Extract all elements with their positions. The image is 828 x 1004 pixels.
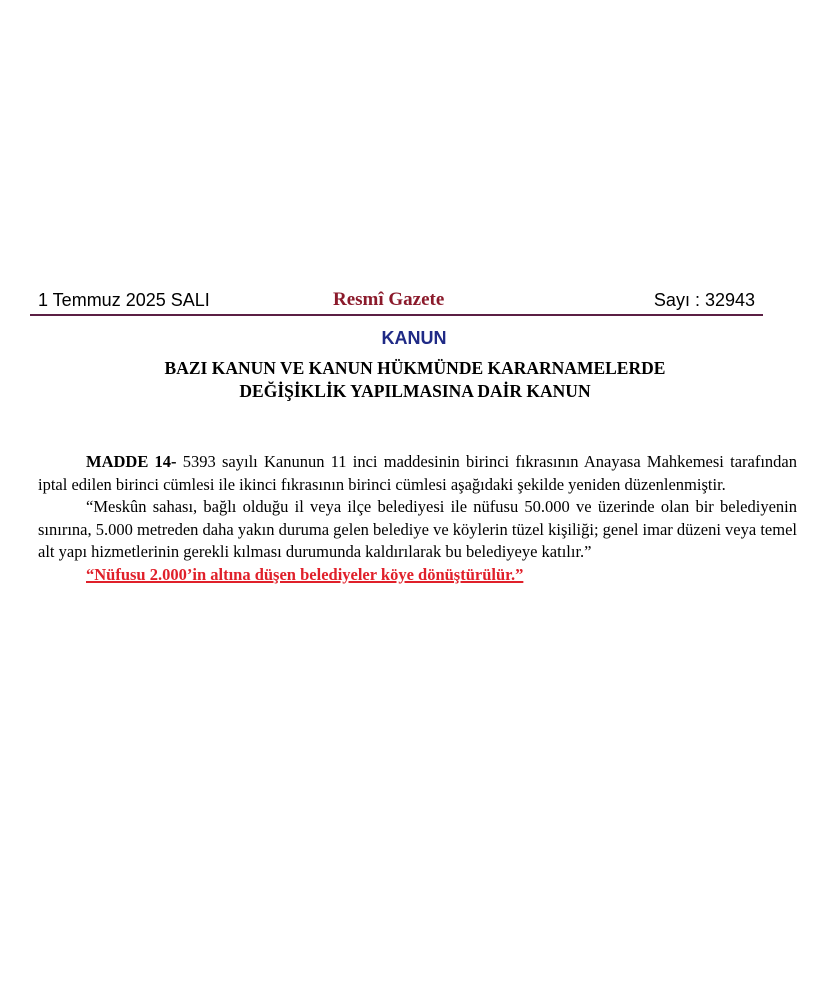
law-title-line-1: BAZI KANUN VE KANUN HÜKMÜNDE KARARNAMELERDE: [164, 358, 666, 378]
article-quote: “Meskûn sahası, bağlı olduğu il veya ilçe belediyesi ile nüfusu 50.000 ve üzerinde olan bir belediyenin sınırına, 5.000 metreden daha yakın duruma gelen belediye ve köylerin tüzel kişiliği; genel imar düzeni veya temel alt yapı hizmetlerinin gerekli kılması durumunda kaldırılarak bu belediyeye katılır.”: [38, 497, 797, 561]
page-header: [30, 288, 763, 314]
article-label: MADDE 14-: [86, 452, 177, 471]
article-amendment: “Nüfusu 2.000’in altına düşen belediyeler köye dönüştürülür.”: [86, 564, 524, 584]
document-kind: KANUN: [381, 328, 447, 348]
gazette-name: Resmî Gazete: [333, 289, 445, 310]
article-intro-paragraph: [38, 451, 797, 496]
article-intro: 5393 sayılı Kanunun 11 inci maddesinin birinci fıkrasının Anayasa Mahkemesi tarafından iptal edilen birinci cümlesi ile ikinci fıkrasının birinci cümlesi aşağıdaki şekilde yeniden düzenlenmiştir.: [38, 452, 797, 494]
article-body: [38, 451, 797, 586]
header-divider: [30, 314, 763, 316]
law-title: [60, 357, 770, 403]
law-title-line-2: DEĞİŞİKLİK YAPILMASINA DAİR KANUN: [239, 381, 591, 401]
issue-date: 1 Temmuz 2025 SALI: [38, 290, 210, 310]
issue-number: Sayı : 32943: [653, 290, 755, 310]
